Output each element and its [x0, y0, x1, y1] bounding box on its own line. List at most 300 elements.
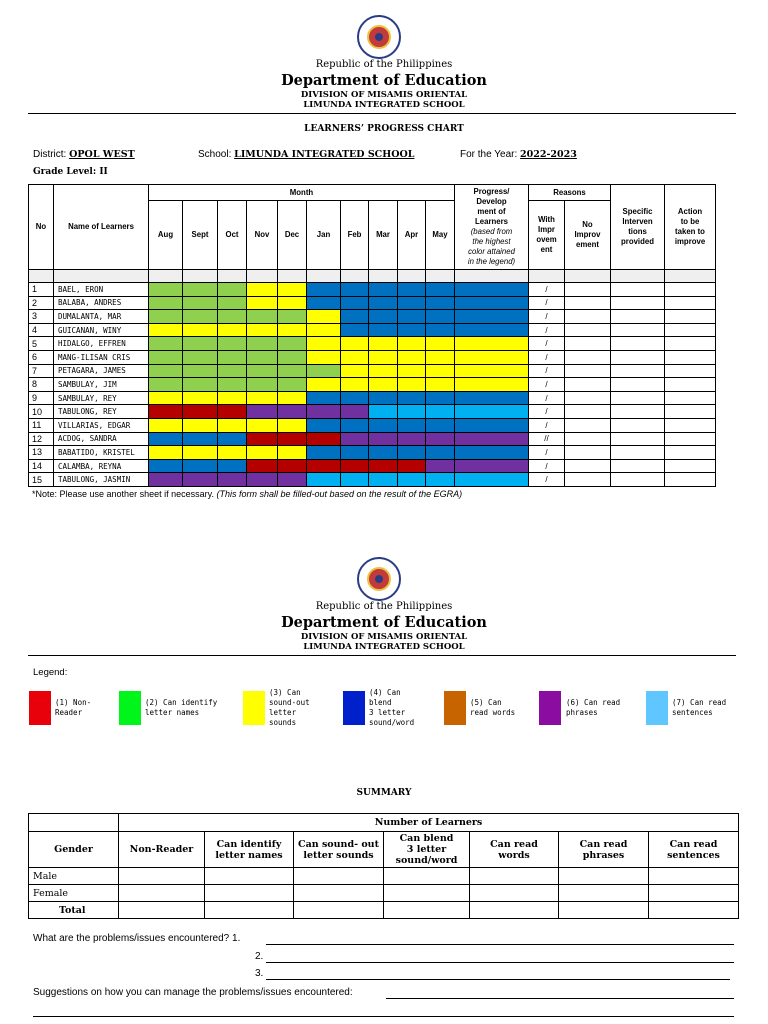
progress-color-cell — [455, 473, 529, 487]
interventions-cell — [611, 432, 665, 446]
month-color-cell — [426, 296, 455, 310]
month-color-cell — [149, 283, 183, 297]
action-cell — [665, 350, 716, 364]
summary-column-header — [559, 832, 649, 868]
with-improvement-mark: / — [529, 310, 565, 324]
learner-number: 7 — [29, 364, 54, 378]
month-color-cell — [341, 405, 369, 419]
month-color-cell — [247, 391, 278, 405]
school-field — [198, 149, 414, 160]
summary-column-line: words — [498, 849, 530, 861]
month-color-cell — [149, 378, 183, 392]
with-improvement-line: ovem — [536, 235, 557, 244]
learner-row — [29, 310, 716, 324]
no-improvement-line: ement — [576, 240, 599, 249]
summary-count-cell[interactable] — [649, 902, 739, 919]
no-improvement-mark — [565, 364, 611, 378]
month-color-cell — [426, 459, 455, 473]
year-value: 2022-2023 — [520, 149, 577, 160]
learner-name: BABATIDO, KRISTEL — [54, 446, 149, 460]
header-with-improvement — [529, 201, 565, 270]
no-improvement-mark — [565, 459, 611, 473]
interventions-cell — [611, 418, 665, 432]
spacer-cell — [341, 270, 369, 283]
month-color-cell — [369, 391, 398, 405]
legend-label-line: sentences — [672, 708, 713, 717]
month-color-cell — [183, 350, 218, 364]
spacer-cell — [218, 270, 247, 283]
summary-count-cell[interactable] — [205, 902, 294, 919]
month-color-cell — [247, 350, 278, 364]
month-header-aug: Aug — [149, 201, 183, 270]
header-action — [665, 185, 716, 270]
learner-row — [29, 432, 716, 446]
summary-count-cell[interactable] — [470, 902, 559, 919]
month-color-cell — [247, 459, 278, 473]
problems-label: What are the problems/issues encountered? 1. — [33, 933, 241, 944]
month-color-cell — [247, 473, 278, 487]
interventions-cell — [611, 459, 665, 473]
summary-column-line: Non-Reader — [129, 844, 194, 855]
division-heading: DIVISION OF MISAMIS ORIENTAL — [300, 90, 468, 100]
suggestion-line-2[interactable] — [33, 1016, 734, 1017]
with-improvement-mark: / — [529, 350, 565, 364]
spacer-cell — [529, 270, 565, 283]
action-cell — [665, 446, 716, 460]
month-color-cell — [307, 391, 341, 405]
progress-color-cell — [455, 337, 529, 351]
legend-label-line: sound/word — [369, 718, 415, 727]
interventions-cell — [611, 350, 665, 364]
month-color-cell — [369, 323, 398, 337]
month-color-cell — [426, 405, 455, 419]
action-cell — [665, 337, 716, 351]
spacer-cell — [565, 270, 611, 283]
month-color-cell — [398, 391, 426, 405]
month-color-cell — [398, 418, 426, 432]
summary-column-header — [470, 832, 559, 868]
action-cell — [665, 405, 716, 419]
legend-label-line: letter names — [145, 708, 200, 717]
month-color-cell — [149, 364, 183, 378]
month-header-feb: Feb — [341, 201, 369, 270]
division-heading-2: DIVISION OF MISAMIS ORIENTAL — [300, 632, 468, 642]
summary-count-cell[interactable] — [119, 885, 205, 902]
month-color-cell — [341, 350, 369, 364]
month-color-cell — [307, 378, 341, 392]
summary-count-cell[interactable] — [470, 868, 559, 885]
month-color-cell — [341, 446, 369, 460]
no-improvement-mark — [565, 391, 611, 405]
learner-row — [29, 405, 716, 419]
progress-color-cell — [455, 364, 529, 378]
summary-corner — [29, 814, 119, 832]
legend-label-line: (4) Can — [369, 688, 401, 697]
learner-number: 11 — [29, 418, 54, 432]
summary-count-cell[interactable] — [205, 885, 294, 902]
interventions-line: provided — [621, 237, 654, 246]
learner-number: 2 — [29, 296, 54, 310]
learner-number: 1 — [29, 283, 54, 297]
summary-count-cell[interactable] — [384, 885, 470, 902]
no-improvement-mark — [565, 283, 611, 297]
spacer-cell — [455, 270, 529, 283]
with-improvement-mark: / — [529, 418, 565, 432]
legend-label-line: (7) Can read — [672, 698, 727, 707]
month-color-cell — [341, 283, 369, 297]
month-color-cell — [307, 323, 341, 337]
spacer-cell — [247, 270, 278, 283]
month-color-cell — [149, 459, 183, 473]
month-color-cell — [307, 459, 341, 473]
with-improvement-mark: // — [529, 432, 565, 446]
spacer-cell — [398, 270, 426, 283]
month-header-dec: Dec — [278, 201, 307, 270]
month-color-cell — [341, 323, 369, 337]
month-color-cell — [247, 432, 278, 446]
month-color-cell — [398, 323, 426, 337]
month-color-cell — [426, 473, 455, 487]
learner-row — [29, 296, 716, 310]
republic-heading: Republic of the Philippines — [315, 59, 453, 70]
month-color-cell — [218, 337, 247, 351]
grade-value: II — [99, 167, 108, 177]
progress-color-cell — [455, 405, 529, 419]
month-color-cell — [183, 337, 218, 351]
month-header-oct: Oct — [218, 201, 247, 270]
legend-swatch-2 — [119, 691, 141, 725]
summary-count-cell[interactable] — [559, 868, 649, 885]
month-color-cell — [341, 391, 369, 405]
month-color-cell — [278, 296, 307, 310]
problem-3-line[interactable] — [266, 979, 730, 980]
month-color-cell — [307, 364, 341, 378]
problem-1-line[interactable] — [266, 944, 734, 945]
summary-column-line: Can read — [579, 838, 628, 850]
learner-row — [29, 418, 716, 432]
summary-table — [28, 813, 739, 919]
learner-name: BALABA, ANDRES — [54, 296, 149, 310]
progress-color-cell — [455, 350, 529, 364]
header-divider-2 — [28, 655, 736, 656]
month-color-cell — [183, 310, 218, 324]
month-color-cell — [278, 283, 307, 297]
with-improvement-line: With — [538, 215, 555, 224]
month-color-cell — [341, 473, 369, 487]
interventions-line: Interven — [622, 217, 653, 226]
learner-number: 8 — [29, 378, 54, 392]
progress-note-line: in the legend) — [467, 257, 516, 266]
month-color-cell — [341, 364, 369, 378]
month-color-cell — [149, 296, 183, 310]
month-color-cell — [218, 432, 247, 446]
with-improvement-mark: / — [529, 446, 565, 460]
republic-heading-2: Republic of the Philippines — [315, 601, 453, 612]
summary-count-cell[interactable] — [119, 902, 205, 919]
interventions-cell — [611, 283, 665, 297]
progress-color-cell — [455, 323, 529, 337]
learner-name: VILLARIAS, EDGAR — [54, 418, 149, 432]
learner-name: HIDALGO, EFFREN — [54, 337, 149, 351]
month-color-cell — [307, 310, 341, 324]
month-color-cell — [247, 446, 278, 460]
learner-name: CALAMBA, REYNA — [54, 459, 149, 473]
district-value: OPOL WEST — [69, 149, 135, 160]
summary-column-line: Can read — [669, 838, 718, 850]
no-improvement-mark — [565, 296, 611, 310]
school-heading-2: LIMUNDA INTEGRATED SCHOOL — [303, 642, 465, 652]
month-color-cell — [426, 337, 455, 351]
no-improvement-mark — [565, 337, 611, 351]
month-color-cell — [278, 432, 307, 446]
month-color-cell — [426, 323, 455, 337]
summary-title: SUMMARY — [356, 788, 412, 798]
progress-color-cell — [455, 378, 529, 392]
month-color-cell — [426, 283, 455, 297]
interventions-line: tions — [628, 227, 647, 236]
problem-2-line[interactable] — [266, 962, 734, 963]
no-improvement-mark — [565, 323, 611, 337]
summary-count-cell[interactable] — [294, 902, 384, 919]
spacer-cell — [183, 270, 218, 283]
month-color-cell — [183, 323, 218, 337]
interventions-cell — [611, 473, 665, 487]
progress-color-cell — [455, 459, 529, 473]
spacer-cell — [611, 270, 665, 283]
month-color-cell — [398, 364, 426, 378]
with-improvement-mark: / — [529, 337, 565, 351]
no-improvement-mark — [565, 350, 611, 364]
month-color-cell — [247, 323, 278, 337]
action-line: to be — [680, 217, 700, 226]
learner-number: 10 — [29, 405, 54, 419]
action-cell — [665, 378, 716, 392]
learner-row — [29, 323, 716, 337]
with-improvement-line: Impr — [538, 225, 555, 234]
learner-row — [29, 283, 716, 297]
suggestion-line-1[interactable] — [386, 998, 734, 999]
summary-count-cell[interactable] — [294, 868, 384, 885]
legend-label-3 — [269, 688, 349, 728]
month-color-cell — [278, 473, 307, 487]
summary-count-cell[interactable] — [205, 868, 294, 885]
month-color-cell — [307, 446, 341, 460]
month-color-cell — [218, 310, 247, 324]
legend-label-line: read words — [470, 708, 516, 717]
summary-column-header — [384, 832, 470, 868]
progress-color-cell — [455, 296, 529, 310]
summary-count-cell[interactable] — [649, 885, 739, 902]
spacer-cell — [426, 270, 455, 283]
legend-swatch-7 — [646, 691, 668, 725]
month-header-jan: Jan — [307, 201, 341, 270]
summary-count-cell[interactable] — [294, 885, 384, 902]
learner-name: BAEL, ERON — [54, 283, 149, 297]
month-color-cell — [307, 283, 341, 297]
action-cell — [665, 459, 716, 473]
school-heading: LIMUNDA INTEGRATED SCHOOL — [303, 100, 465, 110]
interventions-cell — [611, 364, 665, 378]
summary-count-cell[interactable] — [559, 885, 649, 902]
action-cell — [665, 473, 716, 487]
legend-swatch-3 — [243, 691, 265, 725]
month-header-sept: Sept — [183, 201, 218, 270]
with-improvement-mark: / — [529, 405, 565, 419]
action-line: taken to — [675, 227, 705, 236]
with-improvement-mark: / — [529, 391, 565, 405]
no-improvement-mark — [565, 418, 611, 432]
interventions-cell — [611, 296, 665, 310]
progress-note-line: color attained — [468, 247, 515, 256]
with-improvement-mark: / — [529, 473, 565, 487]
legend-label-line: Reader — [55, 708, 83, 717]
legend-label-line: (5) Can — [470, 698, 502, 707]
deped-seal-logo-2 — [357, 557, 401, 601]
legend-swatch-5 — [444, 691, 466, 725]
month-color-cell — [426, 350, 455, 364]
learner-row — [29, 473, 716, 487]
summary-row-label: Female — [29, 885, 119, 902]
progress-note-line: (based from — [470, 227, 513, 236]
progress-color-cell — [455, 432, 529, 446]
legend-label-line: blend — [369, 698, 392, 707]
interventions-cell — [611, 446, 665, 460]
action-cell — [665, 432, 716, 446]
problem-3-number: 3. — [255, 968, 264, 979]
with-improvement-mark: / — [529, 378, 565, 392]
summary-count-cell[interactable] — [384, 902, 470, 919]
problem-2-number: 2. — [255, 951, 264, 962]
learner-name: PETAGARA, JAMES — [54, 364, 149, 378]
learner-row — [29, 364, 716, 378]
learner-number: 3 — [29, 310, 54, 324]
month-color-cell — [149, 337, 183, 351]
summary-row-label: Male — [29, 868, 119, 885]
month-color-cell — [426, 378, 455, 392]
footnote — [32, 489, 462, 499]
no-improvement-mark — [565, 378, 611, 392]
month-color-cell — [183, 283, 218, 297]
progress-header-line: Learners — [475, 217, 508, 226]
legend-label-line: phrases — [566, 708, 598, 717]
summary-column-header — [119, 832, 205, 868]
year-field — [460, 149, 577, 160]
month-color-cell — [218, 405, 247, 419]
interventions-cell — [611, 337, 665, 351]
month-color-cell — [278, 378, 307, 392]
month-color-cell — [149, 405, 183, 419]
month-color-cell — [369, 350, 398, 364]
month-color-cell — [278, 323, 307, 337]
month-color-cell — [183, 446, 218, 460]
summary-column-line: Can identify — [216, 838, 282, 850]
month-color-cell — [426, 446, 455, 460]
header-divider — [28, 113, 736, 114]
header-no: No — [29, 185, 54, 270]
summary-count-cell[interactable] — [119, 868, 205, 885]
month-color-cell — [278, 350, 307, 364]
action-cell — [665, 323, 716, 337]
legend-label-line: (1) Non- — [55, 698, 92, 707]
month-color-cell — [369, 283, 398, 297]
header-progress — [455, 185, 529, 270]
month-color-cell — [218, 473, 247, 487]
month-color-cell — [307, 418, 341, 432]
legend-swatch-4 — [343, 691, 365, 725]
month-color-cell — [341, 296, 369, 310]
month-header-mar: Mar — [369, 201, 398, 270]
month-color-cell — [183, 364, 218, 378]
learner-row — [29, 391, 716, 405]
month-color-cell — [341, 459, 369, 473]
month-color-cell — [218, 446, 247, 460]
summary-column-line: Can read — [490, 838, 538, 850]
month-header-apr: Apr — [398, 201, 426, 270]
month-color-cell — [341, 418, 369, 432]
legend-label-4 — [369, 688, 449, 728]
month-color-cell — [218, 418, 247, 432]
month-color-cell — [426, 391, 455, 405]
month-color-cell — [247, 364, 278, 378]
learner-number: 9 — [29, 391, 54, 405]
grade-field — [33, 167, 108, 177]
summary-row — [29, 885, 739, 902]
month-color-cell — [341, 378, 369, 392]
summary-number-label: Number of Learners — [119, 814, 739, 832]
legend-label-line: 3 letter — [369, 708, 406, 717]
month-color-cell — [183, 459, 218, 473]
learner-row — [29, 350, 716, 364]
month-color-cell — [307, 337, 341, 351]
month-color-cell — [149, 350, 183, 364]
progress-header-line: Progress/ — [473, 187, 510, 196]
summary-count-cell[interactable] — [649, 868, 739, 885]
month-color-cell — [218, 459, 247, 473]
summary-count-cell[interactable] — [384, 868, 470, 885]
legend-label-6 — [566, 698, 646, 718]
school-label: School: — [198, 149, 232, 160]
month-color-cell — [149, 391, 183, 405]
interventions-line: Specific — [622, 207, 653, 216]
summary-count-cell[interactable] — [559, 902, 649, 919]
month-color-cell — [183, 405, 218, 419]
progress-header-line: ment of — [477, 207, 506, 216]
summary-column-header — [205, 832, 294, 868]
progress-table — [28, 184, 716, 487]
learner-name: GUICANAN, WINY — [54, 323, 149, 337]
month-header-nov: Nov — [247, 201, 278, 270]
no-improvement-mark — [565, 405, 611, 419]
month-color-cell — [247, 418, 278, 432]
summary-count-cell[interactable] — [470, 885, 559, 902]
learner-row — [29, 337, 716, 351]
legend-swatch-6 — [539, 691, 561, 725]
learner-name: SAMBULAY, JIM — [54, 378, 149, 392]
interventions-cell — [611, 405, 665, 419]
action-cell — [665, 283, 716, 297]
with-improvement-line: ent — [540, 245, 553, 254]
month-color-cell — [426, 364, 455, 378]
month-color-cell — [218, 378, 247, 392]
month-color-cell — [398, 473, 426, 487]
with-improvement-mark: / — [529, 296, 565, 310]
learner-number: 6 — [29, 350, 54, 364]
legend-label-5 — [470, 698, 550, 718]
header-month: Month — [149, 185, 455, 201]
spacer-row — [29, 270, 716, 283]
with-improvement-mark: / — [529, 323, 565, 337]
no-improvement-mark — [565, 432, 611, 446]
